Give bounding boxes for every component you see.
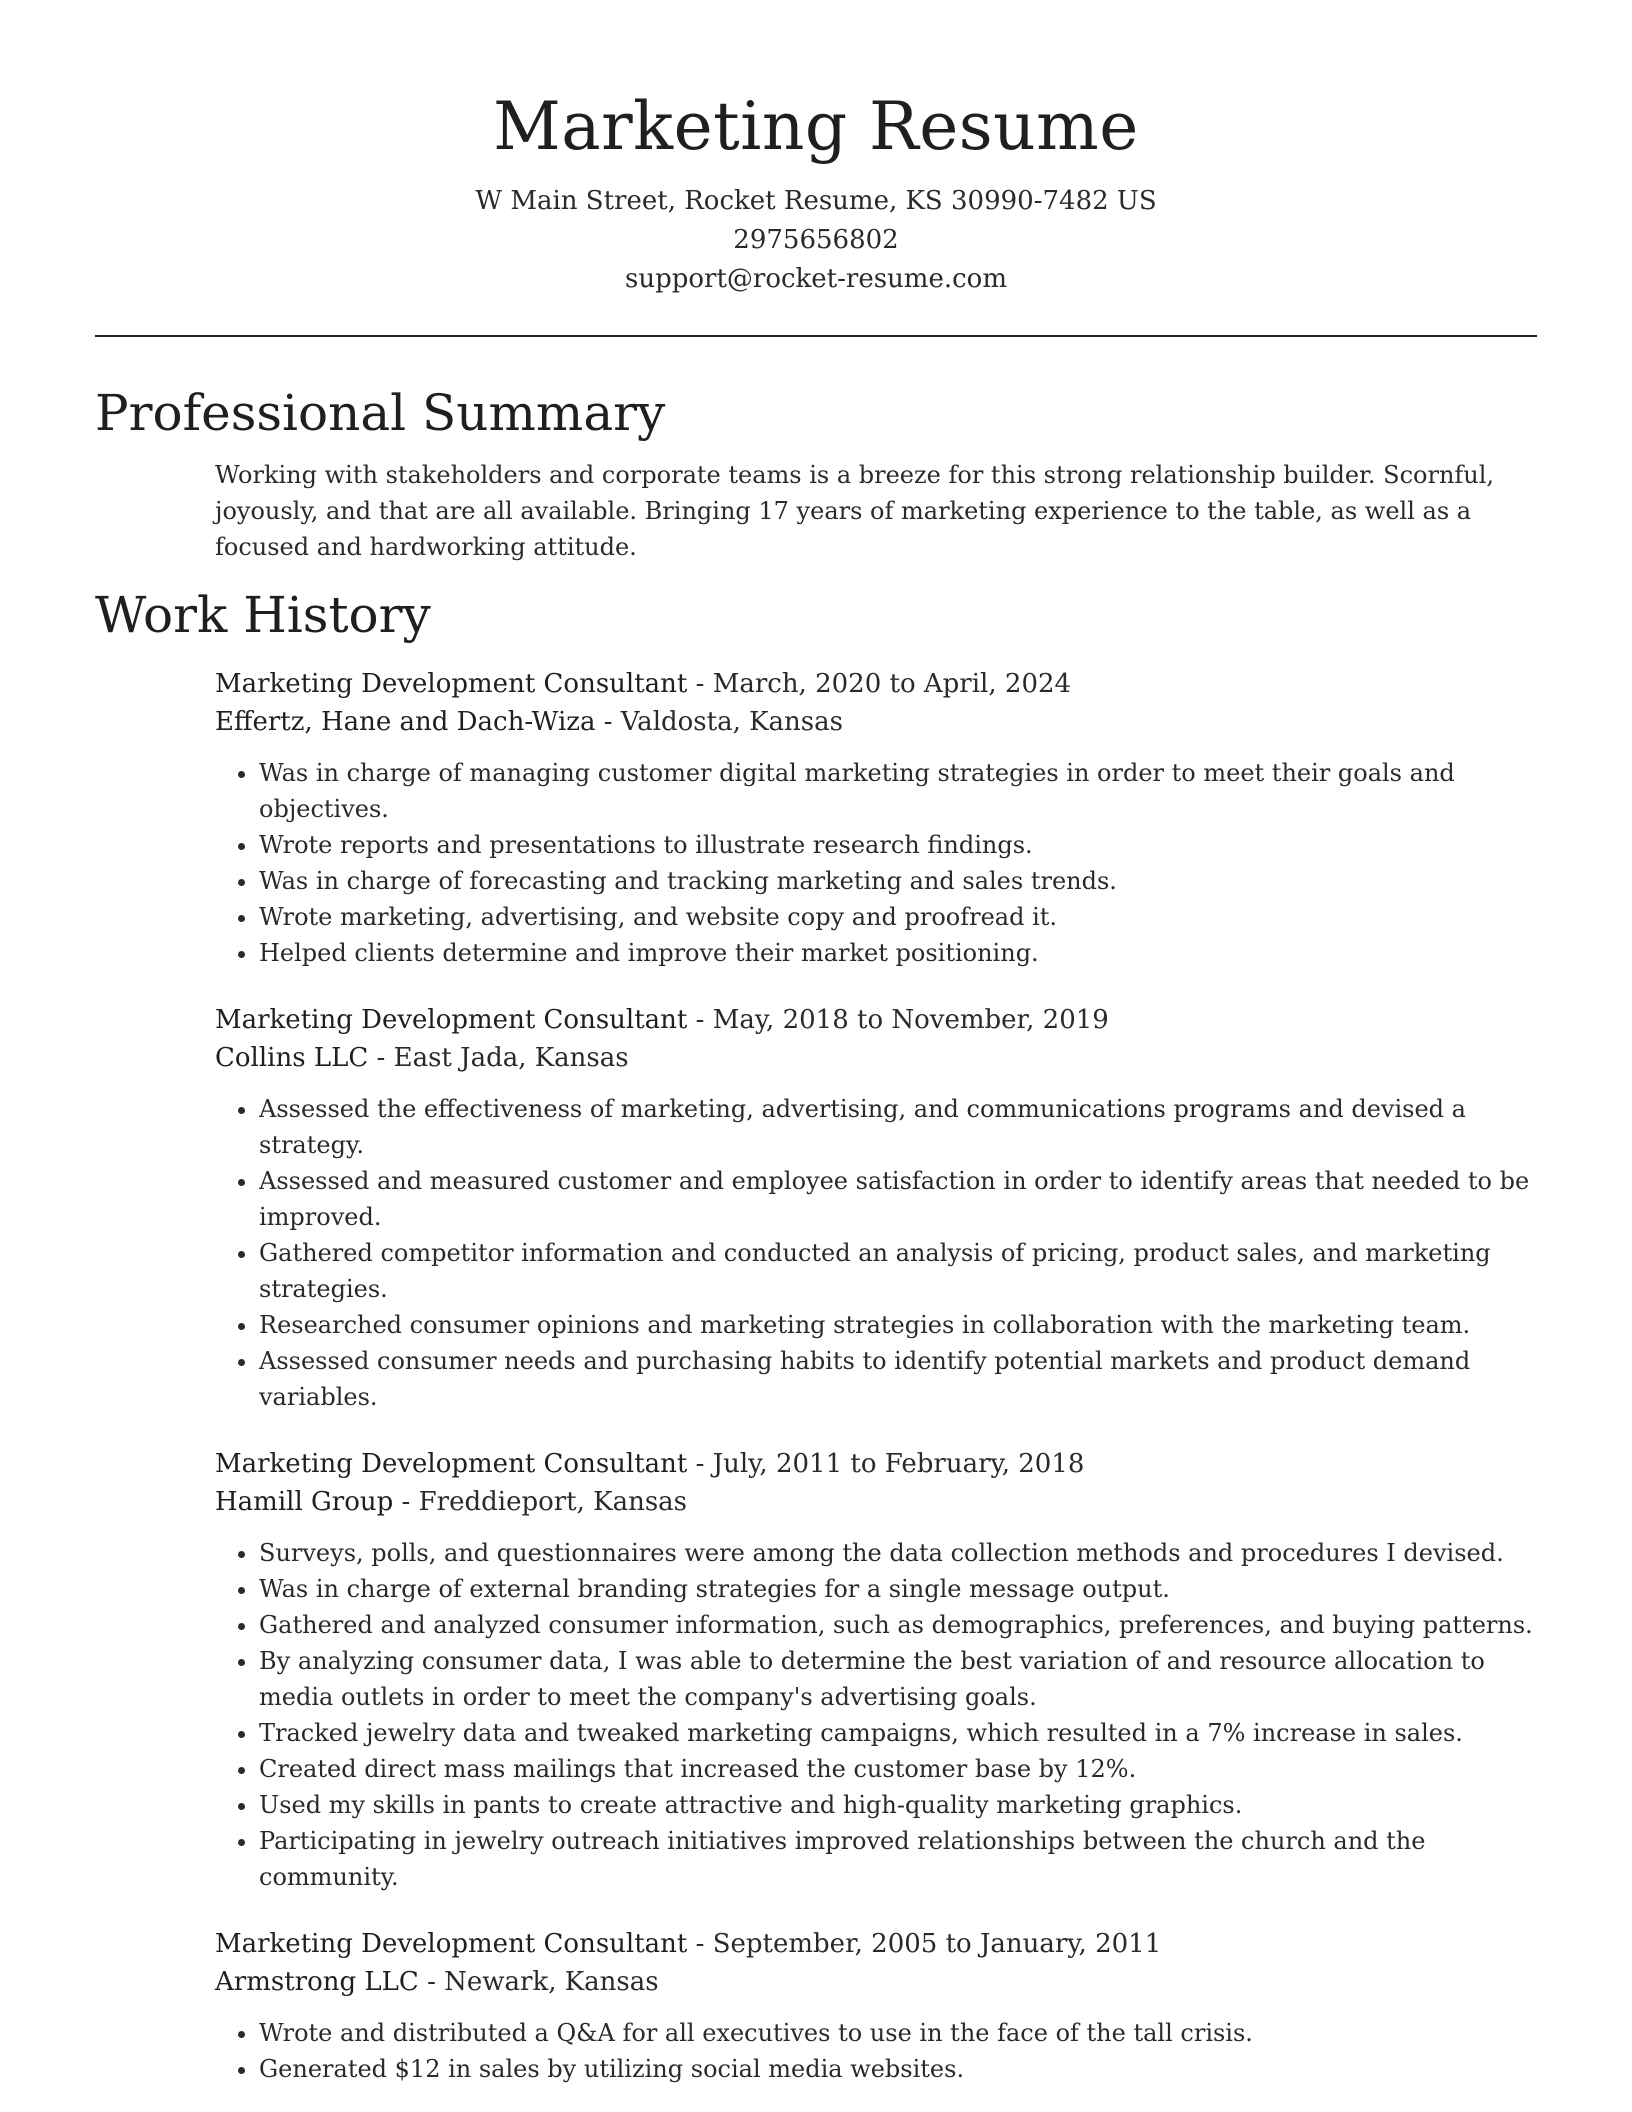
job-entry <box>215 1445 1537 1895</box>
job-separator: - <box>393 1487 419 1517</box>
job-title: Marketing Development Consultant <box>215 1449 688 1479</box>
job-entry <box>215 1001 1537 1415</box>
job-separator: - <box>418 1967 445 1997</box>
job-entry <box>215 1925 1537 2087</box>
job-separator: - <box>687 669 713 699</box>
job-bullet: • Was in charge of managing customer digital marketing strategies in order to meet their goals and objectives. <box>259 755 1537 827</box>
job-bullet: • Tracked jewelry data and tweaked marketing campaigns, which resulted in a 7% increase in sales. <box>259 1715 1537 1751</box>
job-company: Armstrong LLC <box>215 1967 419 1997</box>
job-location: Valdosta, Kansas <box>620 707 843 737</box>
work-history-section <box>95 583 1537 2087</box>
job-title: Marketing Development Consultant <box>215 669 688 699</box>
job-bullet: • Wrote marketing, advertising, and website copy and proofread it. <box>259 899 1537 935</box>
job-dates: September, 2005 to January, 2011 <box>712 1929 1162 1959</box>
summary-section <box>95 381 1537 565</box>
job-bullet: • Participating in jewelry outreach initiatives improved relationships between the church and the community. <box>259 1823 1537 1895</box>
job-dates: May, 2018 to November, 2019 <box>712 1005 1109 1035</box>
job-title-line <box>215 1445 1537 1483</box>
job-dates: March, 2020 to April, 2024 <box>712 669 1072 699</box>
resume-name: Marketing Resume <box>493 88 1139 165</box>
job-bullet: • Assessed the effectiveness of marketing, advertising, and communications programs and devised a strategy. <box>259 1091 1537 1163</box>
header-divider <box>95 335 1537 337</box>
job-separator: - <box>687 1449 713 1479</box>
job-title-line <box>215 665 1537 703</box>
job-company: Collins LLC <box>215 1043 369 1073</box>
job-company-line <box>215 703 1537 741</box>
resume-header <box>95 0 1537 299</box>
job-company: Effertz, Hane and Dach-Wiza <box>215 707 596 737</box>
job-bullet: • Assessed consumer needs and purchasing habits to identify potential markets and product demand variables. <box>259 1343 1537 1415</box>
job-location: Freddieport, Kansas <box>418 1487 688 1517</box>
job-bullet: • Wrote and distributed a Q&A for all executives to use in the face of the tall crisis. <box>259 2015 1537 2051</box>
job-bullet: • Wrote reports and presentations to illustrate research findings. <box>259 827 1537 863</box>
job-bullet: • Gathered and analyzed consumer information, such as demographics, preferences, and buying patterns. <box>259 1607 1537 1643</box>
job-bullets <box>215 1535 1537 1895</box>
resume-page <box>95 0 1537 2087</box>
job-bullet: • Surveys, polls, and questionnaires were among the data collection methods and procedures I devised. <box>259 1535 1537 1571</box>
job-company-line <box>215 1039 1537 1077</box>
job-title-line <box>215 1001 1537 1039</box>
job-company-line <box>215 1963 1537 2001</box>
job-bullet: • Used my skills in pants to create attractive and high-quality marketing graphics. <box>259 1787 1537 1823</box>
job-bullets <box>215 1091 1537 1415</box>
job-separator: - <box>687 1929 713 1959</box>
job-separator: - <box>368 1043 394 1073</box>
job-separator: - <box>687 1005 713 1035</box>
contact-email: support@rocket-resume.com <box>624 264 1007 294</box>
job-location: Newark, Kansas <box>444 1967 659 1997</box>
job-dates: July, 2011 to February, 2018 <box>712 1449 1085 1479</box>
job-bullet: • By analyzing consumer data, I was able to determine the best variation of and resource allocation to media outlets in order to meet the company's advertising goals. <box>259 1643 1537 1715</box>
contact-phone: 2975656802 <box>733 225 899 255</box>
job-bullet: • Was in charge of forecasting and tracking marketing and sales trends. <box>259 863 1537 899</box>
job-location: East Jada, Kansas <box>393 1043 629 1073</box>
job-bullet: • Generated $12 in sales by utilizing social media websites. <box>259 2051 1537 2087</box>
job-title-line <box>215 1925 1537 1963</box>
job-bullets <box>215 755 1537 971</box>
job-bullet: • Was in charge of external branding strategies for a single message output. <box>259 1571 1537 1607</box>
job-bullet: • Assessed and measured customer and employee satisfaction in order to identify areas that needed to be improved. <box>259 1163 1537 1235</box>
job-bullet: • Created direct mass mailings that increased the customer base by 12%. <box>259 1751 1537 1787</box>
job-bullets <box>215 2015 1537 2087</box>
job-title: Marketing Development Consultant <box>215 1005 688 1035</box>
job-entry <box>215 665 1537 971</box>
job-title: Marketing Development Consultant <box>215 1929 688 1959</box>
contact-address: W Main Street, Rocket Resume, KS 30990-7482 US <box>475 186 1157 216</box>
summary-heading: Professional Summary <box>95 384 666 442</box>
job-company: Hamill Group <box>215 1487 394 1517</box>
job-company-line <box>215 1483 1537 1521</box>
job-bullet: • Researched consumer opinions and marketing strategies in collaboration with the marketing team. <box>259 1307 1537 1343</box>
job-bullet: • Helped clients determine and improve their market positioning. <box>259 935 1537 971</box>
job-separator: - <box>595 707 621 737</box>
job-bullet: • Gathered competitor information and conducted an analysis of pricing, product sales, and marketing strategies. <box>259 1235 1537 1307</box>
work-history-heading: Work History <box>95 586 431 644</box>
contact-block <box>95 182 1537 299</box>
summary-text: Working with stakeholders and corporate teams is a breeze for this strong relationship builder. Scornful, joyously, and that are all available. Bringing 17 years of marketing experience to the table, as well as a focused and hardworking attitude. <box>215 461 1495 561</box>
